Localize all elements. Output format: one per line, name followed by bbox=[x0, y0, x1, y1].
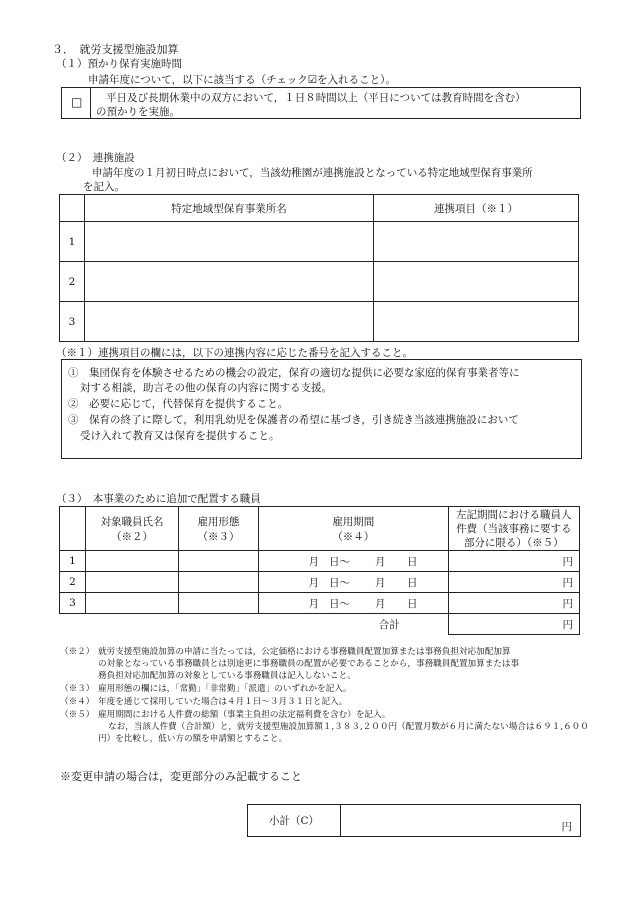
table-row bbox=[60, 222, 579, 262]
employment-type-cell[interactable] bbox=[179, 593, 259, 614]
subtotal-box bbox=[247, 804, 581, 837]
item-3-line1: ③ 保育の終了に際して，利用乳幼児を保護者の希望に基づき，引き続き当該連携施設において bbox=[68, 414, 519, 426]
row-number: 2 bbox=[60, 262, 85, 302]
table-row bbox=[60, 302, 579, 342]
sub1-instruction: 申請年度について，以下に該当する（チェック☑を入れること）。 bbox=[88, 74, 396, 86]
sub1-heading: （１）預かり保育実施時間 bbox=[56, 58, 182, 70]
col-employment-period: 雇用期間 （※４） bbox=[259, 507, 449, 551]
staff-table bbox=[59, 506, 580, 635]
sub2-instruction-line1: 申請年度の１月初日時点において，当該幼稚園が連携施設となっている特定地域型保育事業所 bbox=[92, 167, 533, 179]
table-row bbox=[60, 262, 579, 302]
item-3-line2: 受け入れて教育又は保育を提供すること。 bbox=[80, 430, 280, 442]
total-yen-cell[interactable]: 円 bbox=[448, 614, 579, 635]
subtotal-yen-cell[interactable]: 円 bbox=[341, 805, 581, 837]
partner-item-cell[interactable] bbox=[374, 302, 579, 342]
staff-name-cell[interactable] bbox=[86, 572, 179, 593]
partner-items-box bbox=[61, 359, 582, 459]
staff-name-cell[interactable] bbox=[86, 593, 179, 614]
change-application-note: ※変更申請の場合は，変更部分のみ記載すること bbox=[60, 770, 302, 783]
table-row: 1 月 日～ 月 日 円 bbox=[60, 551, 580, 572]
subtotal-label: 小計（C） bbox=[248, 805, 341, 837]
item-2-line1: ② 必要に応じて，代替保育を提供すること。 bbox=[68, 398, 289, 410]
partner-item-cell[interactable] bbox=[374, 222, 579, 262]
section-title: ３． 就労支援型施設加算 bbox=[52, 43, 179, 56]
facility-name-cell[interactable] bbox=[85, 302, 374, 342]
col-employment-type: 雇用形態 （※３） bbox=[179, 507, 259, 551]
item-1-line1: ① 集団保育を体験させるための機会の設定，保育の適切な提供に必要な家庭的保育事業者等に bbox=[68, 367, 520, 379]
table-row: 2 月 日～ 月 日 円 bbox=[60, 572, 580, 593]
sub2-note: （※１）連携項目の欄には，以下の連携内容に応じた番号を記入すること。 bbox=[56, 347, 413, 359]
facility-name-cell[interactable] bbox=[85, 222, 374, 262]
col-partner-item: 連携項目（※１） bbox=[374, 195, 579, 222]
sub2-heading: （２） 連携施設 bbox=[56, 152, 135, 164]
facility-name-cell[interactable] bbox=[85, 262, 374, 302]
staff-name-cell[interactable] bbox=[86, 551, 179, 572]
employment-type-cell[interactable] bbox=[179, 572, 259, 593]
employment-type-cell[interactable] bbox=[179, 551, 259, 572]
table-row: 3 月 日～ 月 日 円 bbox=[60, 593, 580, 614]
condition-checkbox[interactable]: □ bbox=[71, 95, 83, 109]
row-number: 1 bbox=[60, 222, 85, 262]
partner-item-cell[interactable] bbox=[374, 262, 579, 302]
condition-text-line2: の預かりを実施。 bbox=[96, 106, 180, 118]
col-staff-name: 対象職員氏名 （※２） bbox=[86, 507, 179, 551]
row-number: 3 bbox=[60, 302, 85, 342]
sub3-heading: （３） 本事業のために追加で配置する職員 bbox=[56, 493, 261, 505]
item-1-line2: 対する相談，助言その他の保育の内容に関する支援。 bbox=[80, 382, 332, 394]
sub1-condition-box bbox=[61, 87, 581, 119]
staff-notes: （※２） 就労支援型施設加算の申請に当たっては，公定価格における事務職員配置加算または事務負担対応加配加算 の対象となっている事務職員とは別途更に事務職員の配置が必要であることから，事務職員配置加算または事 務負担対応加配加算の対象としている事務職員は記入しないこと。 （※３） 雇用形態の欄には，「常勤」「非常勤」「派遣」のいずれかを記入。 （※４） 年度を通じて採用していた場合は４月１日～３月３１日と記入。 （※５） 雇用期間における人件費の総額（事業主負担の法定福利費を含む）を記入。 なお，当該人件費（合計額）と，就労支援型施設加算額１,３８３,２００円（配置月数が６月に満たない場合は６９１,６００ 円）を比較し，低い方の額を申請額とすること。 bbox=[60, 647, 589, 744]
total-label: 合計 bbox=[60, 614, 449, 635]
condition-text-line1: 平日及び長期休業中の双方において，１日８時間以上（平日については教育時間を含む） bbox=[106, 92, 526, 104]
col-staff-cost: 左記期間における職員人 件費（当該事務に要する 部分に限る）（※５） bbox=[448, 507, 579, 551]
col-facility-name: 特定地域型保育事業所名 bbox=[85, 195, 374, 222]
sub2-instruction-line2: を記入。 bbox=[83, 181, 125, 193]
partner-facility-table bbox=[59, 194, 579, 342]
